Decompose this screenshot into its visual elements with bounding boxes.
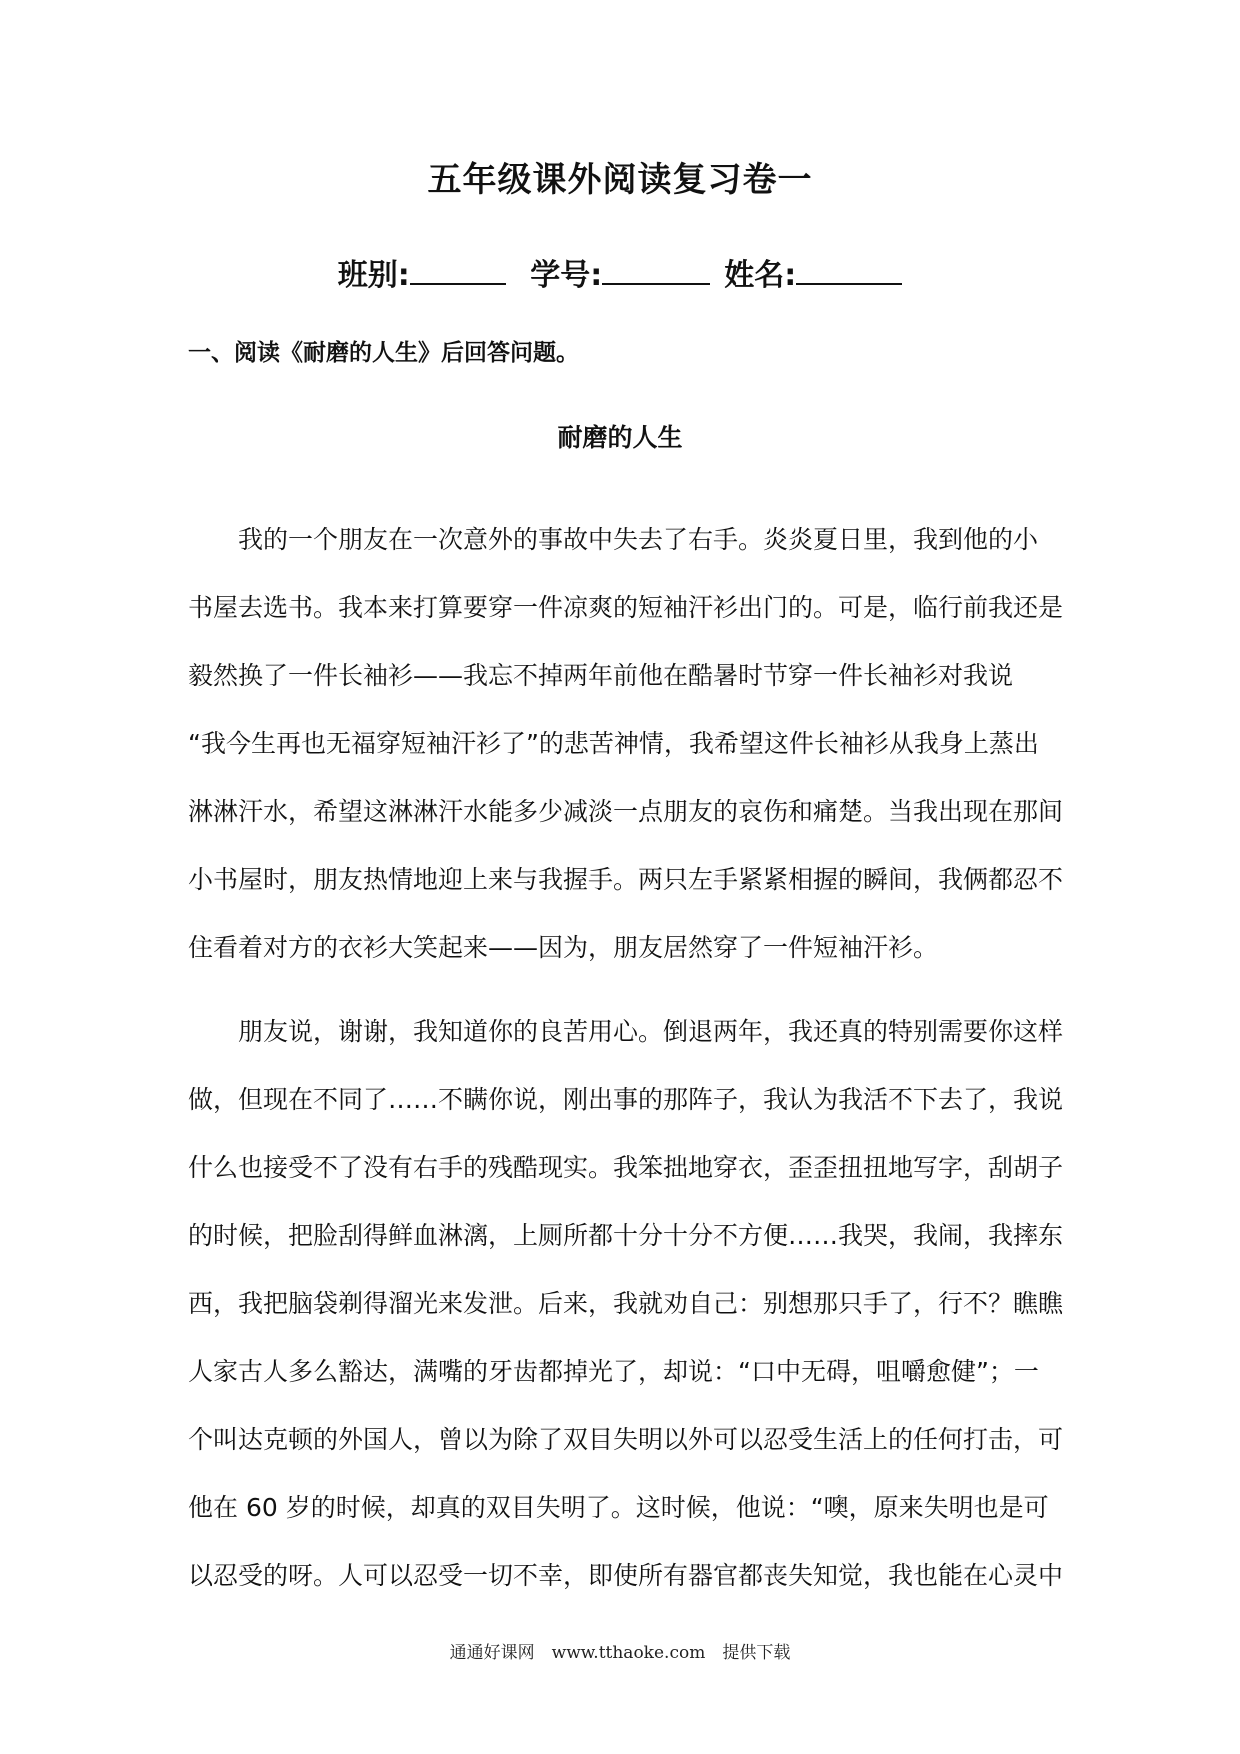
page-title: 五年级课外阅读复习卷一 xyxy=(427,160,813,200)
paragraph-line: 的时候，把脸刮得鲜血淋漓，上厕所都十分十分不方便……我哭，我闹，我摔东 xyxy=(188,1221,1064,1250)
paragraph-line: 我的一个朋友在一次意外的事故中失去了右手。炎炎夏日里，我到他的小 xyxy=(188,525,1039,554)
paragraph-line: “我今生再也无福穿短袖汗衫了”的悲苦神情，我希望这件长袖衫从我身上蒸出 xyxy=(188,729,1039,758)
paragraph-line: 住看着对方的衣衫大笑起来——因为，朋友居然穿了一件短袖汗衫。 xyxy=(188,933,939,962)
paragraph-line: 书屋去选书。我本来打算要穿一件凉爽的短袖汗衫出门的。可是，临行前我还是 xyxy=(188,593,1064,622)
name-blank xyxy=(796,257,902,285)
paragraph-line: 什么也接受不了没有右手的残酷现实。我笨拙地穿衣，歪歪扭扭地写字，刮胡子 xyxy=(188,1153,1064,1182)
section-heading: 一、阅读《耐磨的人生》后回答问题。 xyxy=(188,340,579,366)
paragraph-2 xyxy=(188,998,1068,1610)
page-footer: 通通好课网 www.tthaoke.com 提供下载 xyxy=(449,1643,791,1663)
paragraph-1 xyxy=(188,506,1068,982)
student-info-line xyxy=(0,250,1240,294)
paragraph-line: 做，但现在不同了……不瞒你说，刚出事的那阵子，我认为我活不下去了，我说 xyxy=(188,1085,1064,1114)
paragraph-line: 淋淋汗水，希望这淋淋汗水能多少减淡一点朋友的哀伤和痛楚。当我出现在那间 xyxy=(188,797,1064,826)
paragraph-line: 以忍受的呀。人可以忍受一切不幸，即使所有器官都丧失知觉，我也能在心灵中 xyxy=(188,1561,1064,1590)
student-id-label: 学号: xyxy=(530,258,603,293)
paragraph-line: 小书屋时，朋友热情地迎上来与我握手。两只左手紧紧相握的瞬间，我俩都忍不 xyxy=(188,865,1064,894)
paragraph-line: 朋友说，谢谢，我知道你的良苦用心。倒退两年，我还真的特别需要你这样 xyxy=(188,1017,1064,1046)
paragraph-line: 毅然换了一件长袖衫——我忘不掉两年前他在酷暑时节穿一件长袖衫对我说 xyxy=(188,661,1014,690)
paragraph-line: 人家古人多么豁达，满嘴的牙齿都掉光了，却说：“口中无碍，咀嚼愈健”；一 xyxy=(188,1357,1039,1386)
passage-title: 耐磨的人生 xyxy=(557,423,683,452)
name-label: 姓名: xyxy=(724,258,797,293)
paragraph-line: 个叫达克顿的外国人，曾以为除了双目失明以外可以忍受生活上的任何打击，可 xyxy=(188,1425,1064,1454)
paragraph-line: 他在 60 岁的时候，却真的双目失明了。这时候，他说：“噢，原来失明也是可 xyxy=(188,1493,1049,1522)
student-id-blank xyxy=(602,257,710,285)
paragraph-line: 西，我把脑袋剃得溜光来发泄。后来，我就劝自己：别想那只手了，行不？瞧瞧 xyxy=(188,1289,1064,1318)
class-label: 班别: xyxy=(337,258,410,293)
class-blank xyxy=(410,257,506,285)
